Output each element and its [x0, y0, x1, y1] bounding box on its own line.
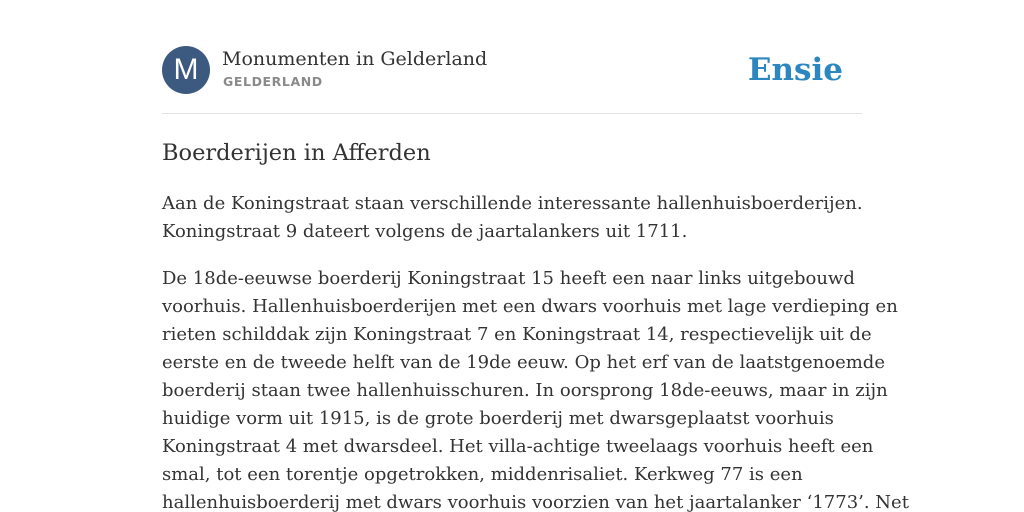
ensie-logo[interactable]: Ensie	[747, 52, 843, 88]
text-line: De 18de-eeuwse boerderij Koningstraat 15 heeft een naar links uitgebouwd	[162, 268, 855, 289]
text-line: hallenhuisboerderij met dwars voorhuis voorzien van het jaartalanker ‘1773’. Net	[162, 492, 909, 512]
author-name-link[interactable]: Monumenten in Gelderland	[222, 48, 488, 70]
text-line: huidige vorm uit 1915, is de grote boerderij met dwarsgeplaatst voorhuis	[162, 408, 834, 429]
header-divider	[162, 113, 862, 114]
text-line: rieten schilddak zijn Koningstraat 7 en Koningstraat 14, respectievelijk uit de	[162, 324, 872, 345]
text-line: Koningstraat 4 met dwarsdeel. Het villa-achtige tweelaags voorhuis heeft een	[162, 436, 874, 457]
text-line: boerderij staan twee hallenhuisschuren. In oorsprong 18de-eeuws, maar in zijn	[162, 380, 888, 401]
text-line: Aan de Koningstraat staan verschillende interessante hallenhuisboerderijen.	[162, 193, 863, 214]
author-region: GELDERLAND	[223, 74, 323, 89]
text-line: smal, tot een torentje opgetrokken, middenrisaliet. Kerkweg 77 is een	[162, 464, 803, 485]
paragraph-2	[162, 265, 909, 512]
article-header	[162, 46, 862, 96]
text-line: Koningstraat 9 dateert volgens de jaartalankers uit 1711.	[162, 221, 688, 242]
text-line: eerste en de tweede helft van de 19de eeuw. Op het erf van de laatstgenoemde	[162, 352, 885, 373]
article-body	[162, 190, 909, 512]
avatar[interactable]: M	[162, 46, 210, 94]
text-line: voorhuis. Hallenhuisboerderijen met een dwars voorhuis met lage verdieping en	[162, 296, 898, 317]
paragraph-1	[162, 190, 862, 246]
article-title: Boerderijen in Afferden	[162, 140, 431, 166]
